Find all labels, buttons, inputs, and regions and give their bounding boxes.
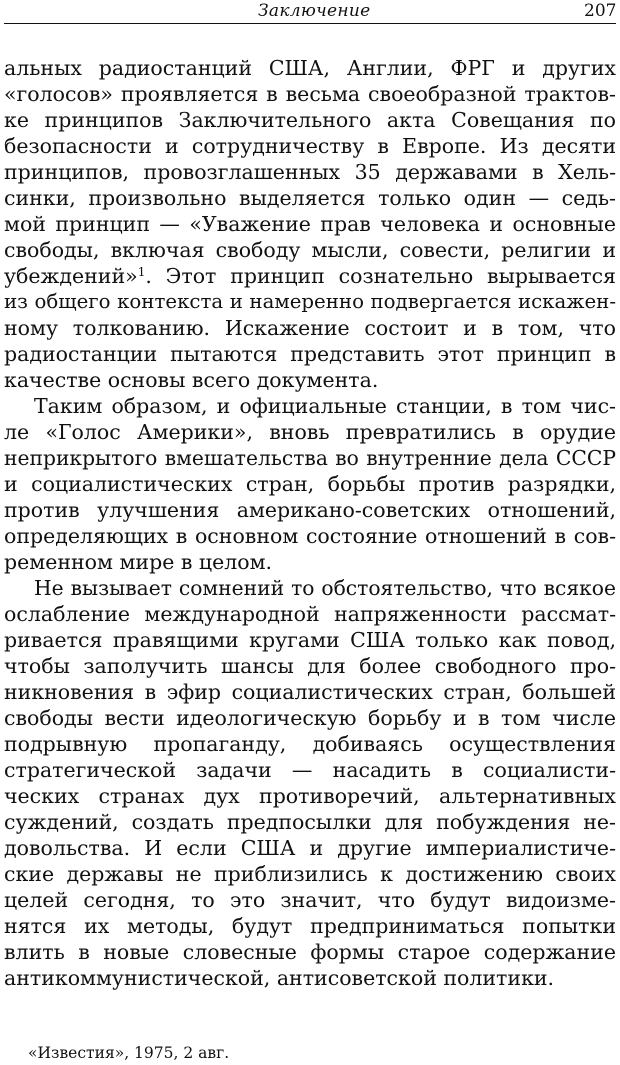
text-line: антикоммунистической, антисоветской политики.: [4, 966, 555, 990]
text-line: ке принципов Заключительного акта Совещания по: [4, 108, 616, 132]
text-line: мой принцип — «Уважение прав человека и основные: [4, 212, 616, 236]
text-line: ослабление международной напряженности рассмат-: [4, 602, 616, 626]
text-line: против улучшения американо-советских отношений,: [4, 498, 616, 522]
text-line: [4, 263, 616, 289]
text-line: принципов, провозглашенных 35 державами в Хель-: [4, 160, 616, 184]
text-line: ному толкованию. Искажение состоит и в том, что: [4, 316, 616, 340]
text-line: нятся их методы, будут предприниматься попытки: [4, 914, 616, 938]
text-line: Не вызывает сомнений то обстоятельство, что всякое: [34, 576, 616, 600]
text-line: Таким образом, и официальные станции, в том чис-: [34, 394, 616, 418]
page-number: 207: [584, 1, 617, 21]
page-header: [0, 0, 620, 24]
text-line: никновения в эфир социалистических стран, большей: [4, 680, 616, 704]
text-line: свободы, включая свободу мысли, совести, религии и: [4, 238, 616, 262]
text-line: ле «Голос Америки», вновь превратились в орудие: [4, 420, 616, 444]
text-line: суждений, создать предпосылки для побуждения не-: [4, 810, 616, 834]
footnote: «Известия», 1975, 2 авг.: [28, 1044, 230, 1062]
text-line: влить в новые словесные формы старое содержание: [4, 940, 616, 964]
text-fragment: убеждений»: [4, 264, 138, 288]
text-line: «голосов» проявляется в весьма своеобразной трактов-: [4, 82, 616, 106]
text-line: альных радиостанций США, Англии, ФРГ и других: [4, 56, 616, 80]
running-title: Заключение: [258, 1, 371, 21]
text-line: качестве основы всего документа.: [4, 368, 379, 392]
text-line: ческих странах дух противоречий, альтернативных: [4, 784, 616, 808]
text-line: довольства. И если США и другие империалистиче-: [4, 836, 616, 860]
text-line: радиостанции пытаются представить этот принцип в: [4, 342, 616, 366]
text-line: подрывную пропаганду, добиваясь осуществления: [4, 732, 616, 756]
text-fragment: . Этот принцип сознательно вырывается: [145, 264, 616, 288]
text-line: целей сегодня, то это значит, что будут видоизме-: [4, 888, 616, 912]
text-line: ривается правящими кругами США только как повод,: [4, 628, 616, 652]
text-line: неприкрытого вмешательства во внутренние дела СССР: [4, 446, 616, 470]
text-line: чтобы заполучить шансы для более свободного про-: [4, 654, 616, 678]
text-line: синки, произвольно выделяется только один — седь-: [4, 186, 616, 210]
text-line: ские державы не приблизились к достижению своих: [4, 862, 616, 886]
footnote-ref: 1: [137, 265, 146, 279]
text-line: стратегической задачи — насадить в социалисти-: [4, 758, 616, 782]
text-line: свободы вести идеологическую борьбу и в том числе: [4, 706, 616, 730]
text-line: безопасности и сотрудничеству в Европе. Из десяти: [4, 134, 616, 158]
text-line: определяющих в основном состояние отношений в сов-: [4, 524, 616, 548]
header-rule: [4, 23, 616, 24]
text-line: из общего контекста и намеренно подвергается искажен-: [4, 290, 616, 313]
text-line: ременном мире в целом.: [4, 550, 273, 574]
text-line: и социалистических стран, борьбы против разрядки,: [4, 472, 616, 496]
